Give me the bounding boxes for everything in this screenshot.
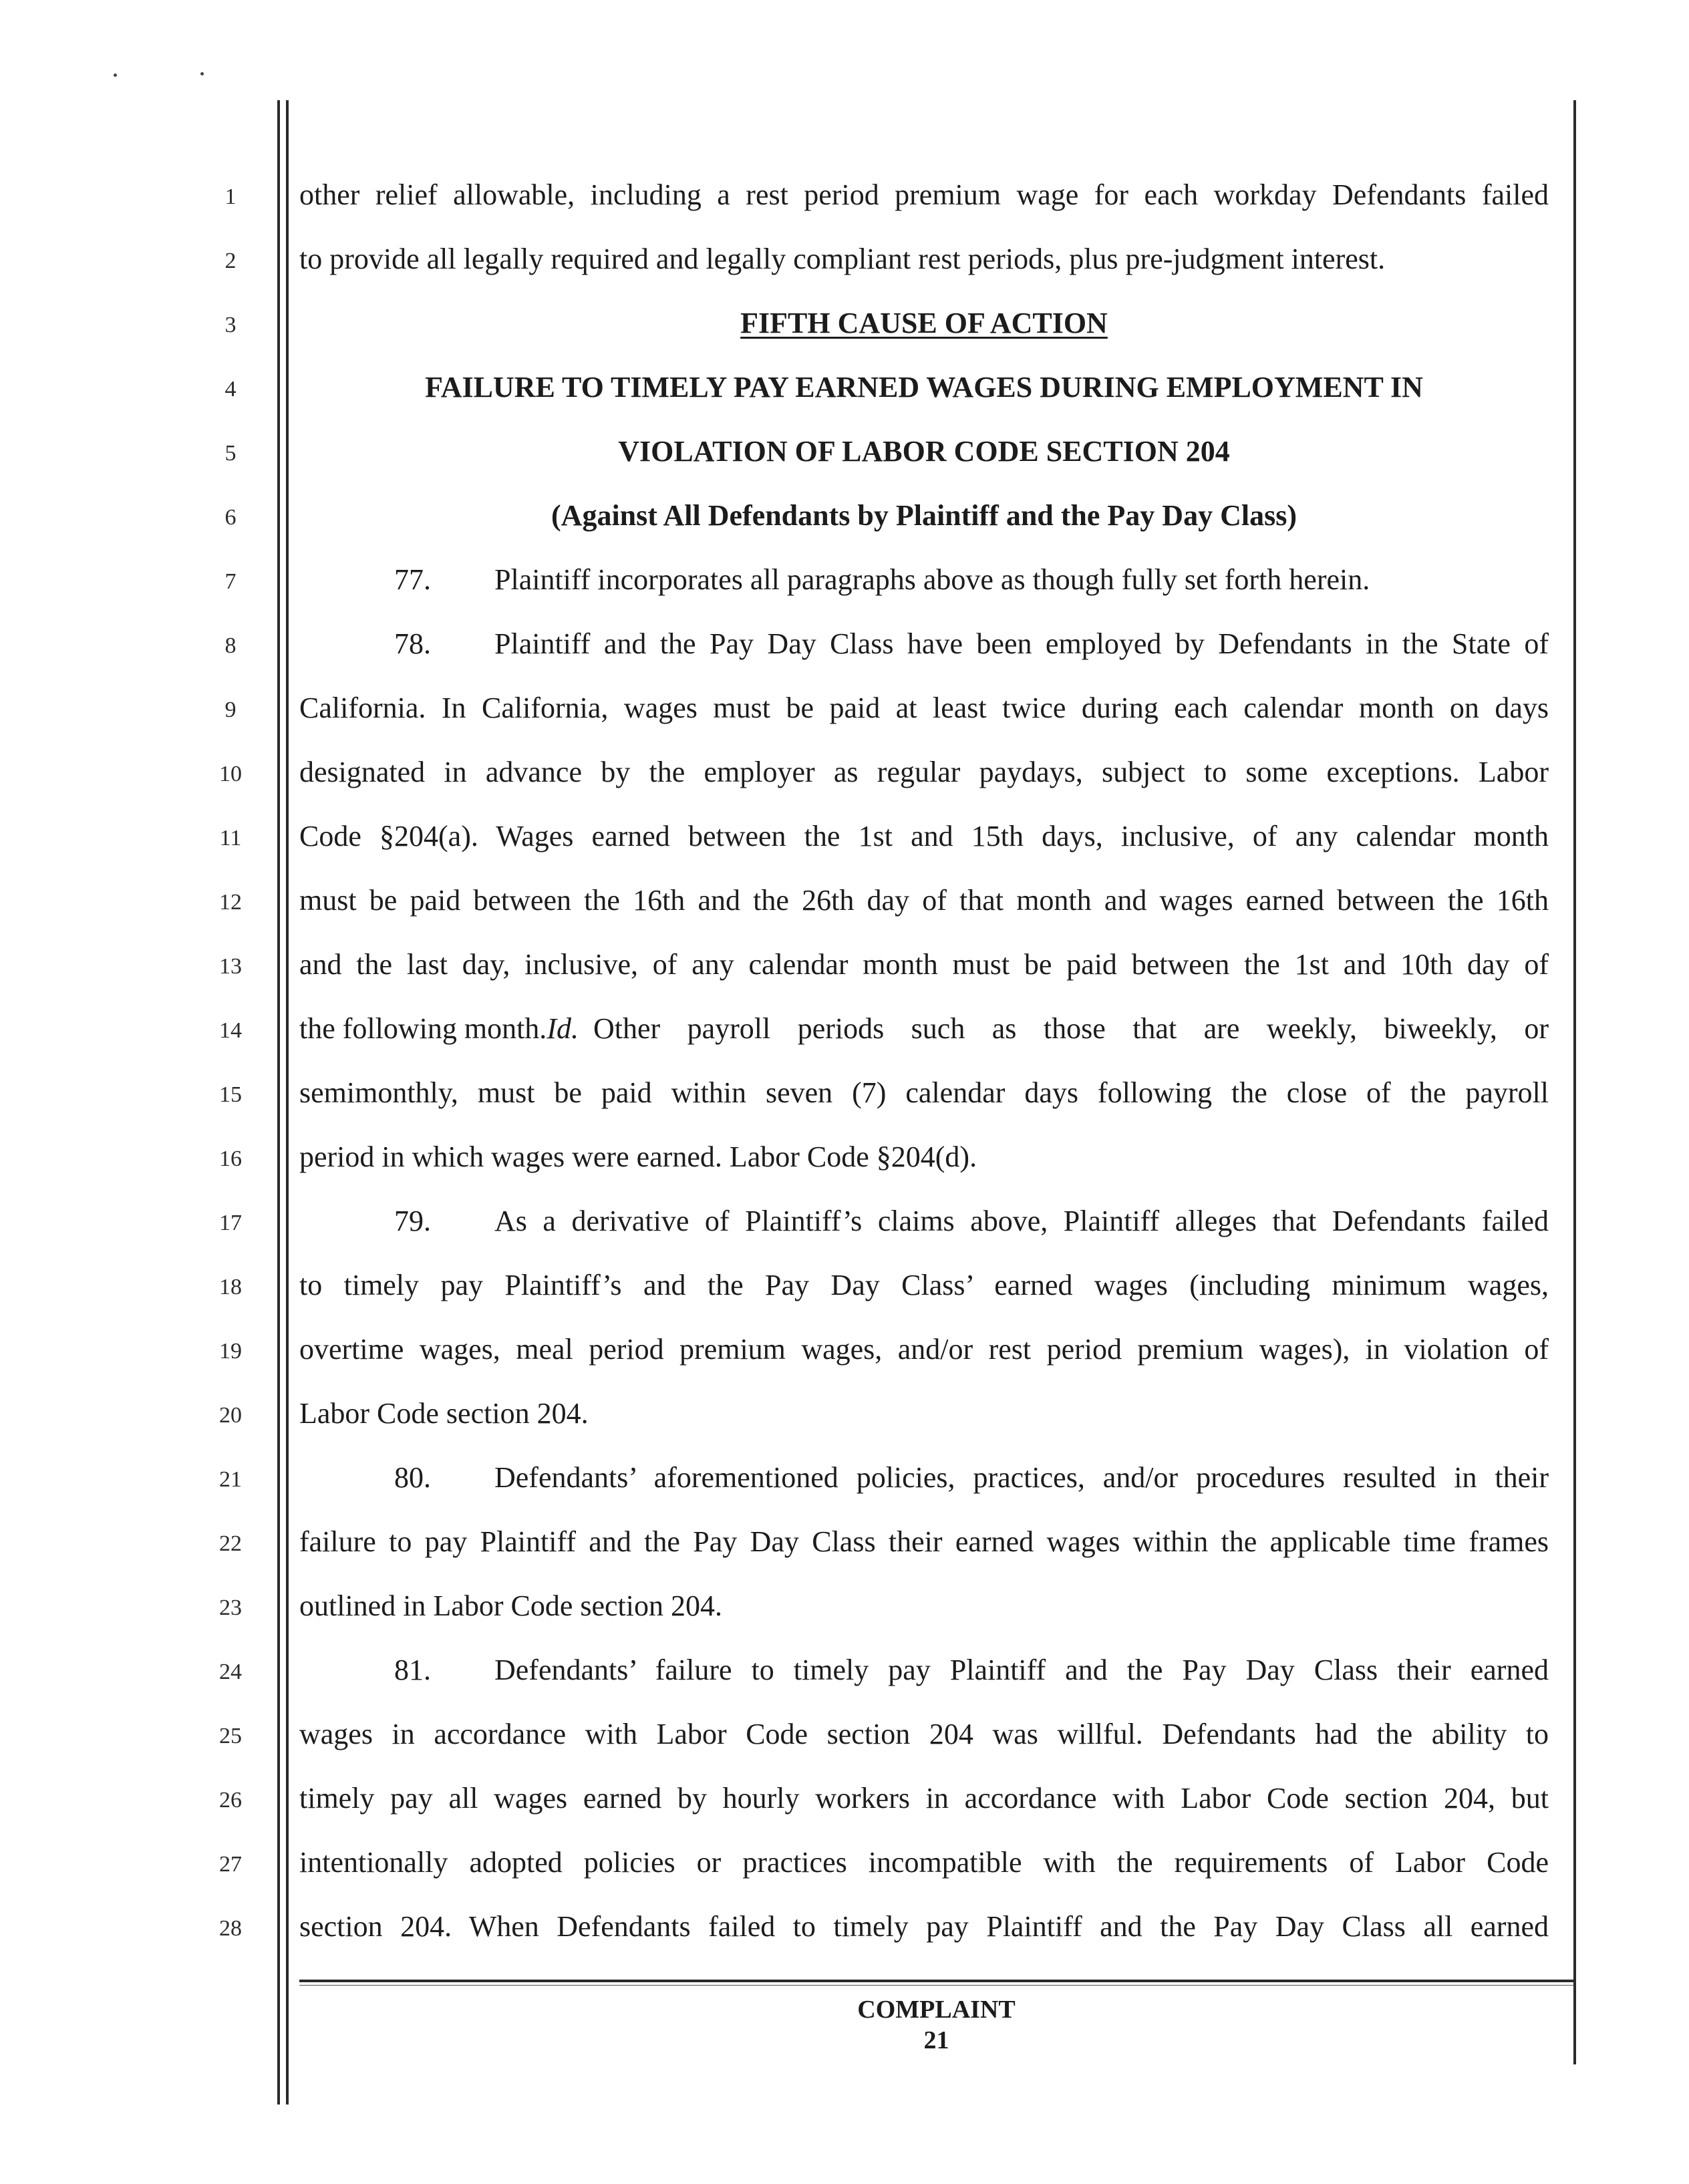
body-line: wages in accordance with Labor Code section 204 was willful. Defendants had the ability to bbox=[299, 1718, 1549, 1750]
line-number: 13 bbox=[219, 954, 242, 979]
line-number: 6 bbox=[224, 505, 237, 530]
paragraph-text: Plaintiff and the Pay Day Class have been employed by Defendants in the State of bbox=[494, 627, 1549, 660]
body-line: overtime wages, meal period premium wages, and/or rest period premium wages), in violation of bbox=[299, 1333, 1549, 1366]
paragraph-78 bbox=[299, 629, 1549, 659]
cause-of-action-title: FIFTH CAUSE OF ACTION bbox=[740, 307, 1108, 339]
line-number: 25 bbox=[219, 1724, 242, 1748]
line-number: 3 bbox=[224, 313, 237, 337]
body-line: outlined in Labor Code section 204. bbox=[299, 1589, 722, 1622]
line-number: 5 bbox=[224, 441, 237, 466]
cause-of-action-heading bbox=[299, 309, 1549, 338]
line-number: 20 bbox=[219, 1403, 242, 1428]
body-line: section 204. When Defendants failed to timely pay Plaintiff and the Pay Day Class all earned bbox=[299, 1910, 1549, 1943]
line-number: 9 bbox=[224, 697, 237, 722]
line-number: 2 bbox=[224, 249, 237, 273]
line-number: 27 bbox=[219, 1852, 242, 1877]
paragraph-77 bbox=[299, 565, 1549, 595]
left-margin-rule-outer bbox=[277, 100, 280, 2104]
line-number: 18 bbox=[219, 1275, 242, 1299]
line-number: 28 bbox=[219, 1916, 242, 1941]
body-line: Code §204(a). Wages earned between the 1st and 15th days, inclusive, of any calendar month bbox=[299, 820, 1549, 852]
body-line: Labor Code section 204. bbox=[299, 1397, 589, 1430]
body-line: to timely pay Plaintiff’s and the Pay Day Class’ earned wages (including minimum wages, bbox=[299, 1269, 1549, 1301]
footer-rule-thin bbox=[299, 1985, 1573, 1986]
line-number: 11 bbox=[219, 826, 242, 850]
line-number: 21 bbox=[219, 1467, 242, 1492]
cause-of-action-subtitle: FAILURE TO TIMELY PAY EARNED WAGES DURING EMPLOYMENT IN bbox=[425, 371, 1423, 404]
line-number: 8 bbox=[224, 633, 237, 658]
paragraph-text: Plaintiff incorporates all paragraphs above as though fully set forth herein. bbox=[494, 563, 1370, 596]
paragraph-number: 79. bbox=[394, 1205, 431, 1237]
left-margin-rule-inner bbox=[286, 100, 289, 2104]
body-line: timely pay all wages earned by hourly workers in accordance with Labor Code section 204, but bbox=[299, 1782, 1549, 1815]
body-line: and the last day, inclusive, of any calendar month must be paid between the 1st and 10th day of bbox=[299, 948, 1549, 981]
line-number: 24 bbox=[219, 1660, 242, 1684]
right-margin-rule bbox=[1573, 100, 1576, 2064]
body-line bbox=[299, 1014, 1549, 1044]
scan-speck bbox=[200, 72, 204, 75]
body-line: designated in advance by the employer as regular paydays, subject to some exceptions. Labor bbox=[299, 756, 1549, 788]
body-line: semimonthly, must be paid within seven (7) calendar days following the close of the payroll bbox=[299, 1076, 1549, 1109]
body-line: failure to pay Plaintiff and the Pay Day Class their earned wages within the applicable time frames bbox=[299, 1525, 1549, 1558]
paragraph-79 bbox=[299, 1207, 1549, 1236]
line-number: 1 bbox=[224, 184, 237, 209]
paragraph-80 bbox=[299, 1463, 1549, 1493]
footer-page-number: 21 bbox=[923, 2026, 949, 2054]
scan-speck bbox=[114, 73, 117, 77]
line-number: 23 bbox=[219, 1595, 242, 1620]
citation-id: Id. bbox=[547, 1012, 579, 1045]
body-line: intentionally adopted policies or practices incompatible with the requirements of Labor Code bbox=[299, 1846, 1549, 1879]
paragraph-text: Defendants’ aforementioned policies, practices, and/or procedures resulted in their bbox=[494, 1461, 1549, 1494]
paragraph-number: 78. bbox=[394, 627, 431, 660]
line-number: 22 bbox=[219, 1531, 242, 1556]
cause-of-action-parties: (Against All Defendants by Plaintiff and the Pay Day Class) bbox=[551, 499, 1297, 532]
paragraph-number: 81. bbox=[394, 1654, 431, 1686]
line-number: 14 bbox=[219, 1018, 242, 1043]
body-line: California. In California, wages must be paid at least twice during each calendar month on days bbox=[299, 691, 1549, 724]
line-number: 15 bbox=[219, 1082, 242, 1107]
paragraph-number: 77. bbox=[394, 563, 431, 596]
line-number: 7 bbox=[224, 569, 237, 594]
paragraph-text: As a derivative of Plaintiff’s claims above, Plaintiff alleges that Defendants failed bbox=[494, 1205, 1549, 1237]
line-number: 19 bbox=[219, 1339, 242, 1364]
body-line: to provide all legally required and legally compliant rest periods, plus pre-judgment interest. bbox=[299, 243, 1386, 275]
paragraph-text: Defendants’ failure to timely pay Plaintiff and the Pay Day Class their earned bbox=[494, 1654, 1549, 1686]
body-line: period in which wages were earned. Labor Code §204(d). bbox=[299, 1140, 977, 1173]
body-line: other relief allowable, including a rest period premium wage for each workday Defendants failed bbox=[299, 178, 1549, 211]
text-segment: the following month. bbox=[299, 1012, 547, 1045]
text-segment: Other payroll periods such as those that are weekly, biweekly, or bbox=[593, 1012, 1549, 1045]
paragraph-81 bbox=[299, 1656, 1549, 1685]
cause-of-action-subtitle: VIOLATION OF LABOR CODE SECTION 204 bbox=[618, 435, 1230, 468]
footer-document-title: COMPLAINT bbox=[857, 1996, 1016, 2024]
paragraph-number: 80. bbox=[394, 1461, 431, 1494]
line-number: 17 bbox=[219, 1211, 242, 1235]
line-number: 16 bbox=[219, 1146, 242, 1171]
line-number: 12 bbox=[219, 890, 242, 915]
footer-rule bbox=[299, 1980, 1573, 1982]
line-number: 4 bbox=[224, 377, 237, 402]
line-number: 26 bbox=[219, 1788, 242, 1813]
body-line: must be paid between the 16th and the 26th day of that month and wages earned between the 16th bbox=[299, 884, 1549, 917]
line-number: 10 bbox=[219, 762, 242, 786]
